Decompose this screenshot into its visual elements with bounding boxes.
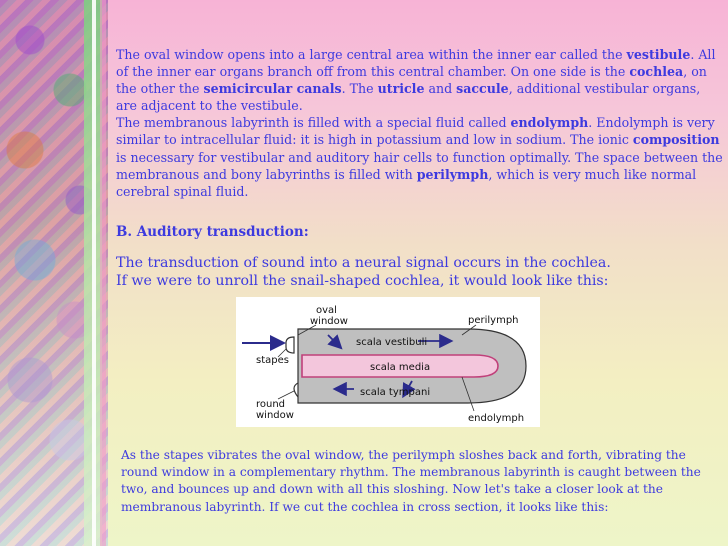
transduction-line-1: The transduction of sound into a neural signal occurs in the cochlea. — [116, 255, 611, 271]
caption-paragraph: As the stapes vibrates the oval window, the perilymph sloshes back and forth, vibrating the round window in a complementary rhythm. The membranous labyrinth is caught between the two, and bounces up and down with all this sloshing. Now let's take a closer look at the membranous labyrinth. If we cut the cochlea in cross section, it looks like this: — [121, 448, 701, 514]
section-heading: B. Auditory transduction: — [116, 224, 309, 240]
transduction-text — [116, 254, 716, 290]
text-span: The membranous labyrinth is filled with a special fluid called — [116, 115, 511, 131]
label-scala-vestibuli: scala vestibuli — [356, 337, 428, 348]
decorative-pink-bar — [100, 0, 106, 546]
term-perilymph: perilymph — [416, 166, 489, 182]
text-span: The oval window opens into a large central area within the inner ear called the — [116, 47, 627, 62]
term-endolymph: endolymph — [510, 115, 589, 131]
label-oval-window-1: oval — [316, 305, 337, 316]
endolymph-paragraph — [116, 114, 724, 199]
term-cochlea: cochlea — [629, 64, 684, 80]
label-endolymph: endolymph — [468, 413, 525, 424]
intro-text-block — [116, 46, 724, 200]
label-perilymph: perilymph — [468, 315, 519, 326]
term-semicircular-canals: semicircular canals — [203, 81, 342, 97]
decorative-white-bar — [92, 0, 96, 546]
round-window-pointer — [278, 391, 294, 399]
caption-text-block — [121, 447, 721, 516]
text-span: is necessary for vestibular and auditory hair cells to function optimally. The space between the membranous and bony labyrinths is filled with — [116, 149, 723, 182]
label-stapes: stapes — [256, 355, 289, 366]
label-scala-tympani: scala tympani — [360, 387, 431, 398]
label-round-window-1: round — [256, 399, 286, 410]
term-composition: composition — [632, 132, 720, 148]
cochlea-diagram-svg — [236, 297, 540, 427]
text-span: and — [424, 81, 457, 97]
text-span: . Endolymph is very similar to intracellular fluid: it is high in potassium and low in sodium. The ionic — [116, 115, 715, 148]
transduction-line-2: If we were to unroll the snail-shaped cochlea, it would look like this: — [116, 273, 609, 289]
term-vestibule: vestibule — [626, 47, 691, 62]
oval-window-shape — [286, 337, 294, 353]
text-span: , which is very much like normal cerebral spinal fluid. — [116, 166, 697, 199]
round-window-shape — [294, 383, 298, 397]
label-round-window-2: window — [256, 410, 294, 421]
term-utricle: utricle — [377, 81, 425, 97]
text-span: , additional vestibular organs, are adjacent to the vestibule. — [116, 81, 701, 114]
vestibule-paragraph — [116, 46, 724, 114]
text-span: . The — [341, 81, 378, 97]
text-span: , on the other the — [116, 64, 707, 97]
text-span: . All of the inner ear organs branch off from this central chamber. On one side is the — [116, 47, 716, 80]
unrolled-cochlea-diagram — [236, 297, 540, 427]
term-saccule: saccule — [456, 81, 509, 97]
label-oval-window-2: window — [310, 316, 348, 327]
label-scala-media: scala media — [370, 362, 431, 373]
